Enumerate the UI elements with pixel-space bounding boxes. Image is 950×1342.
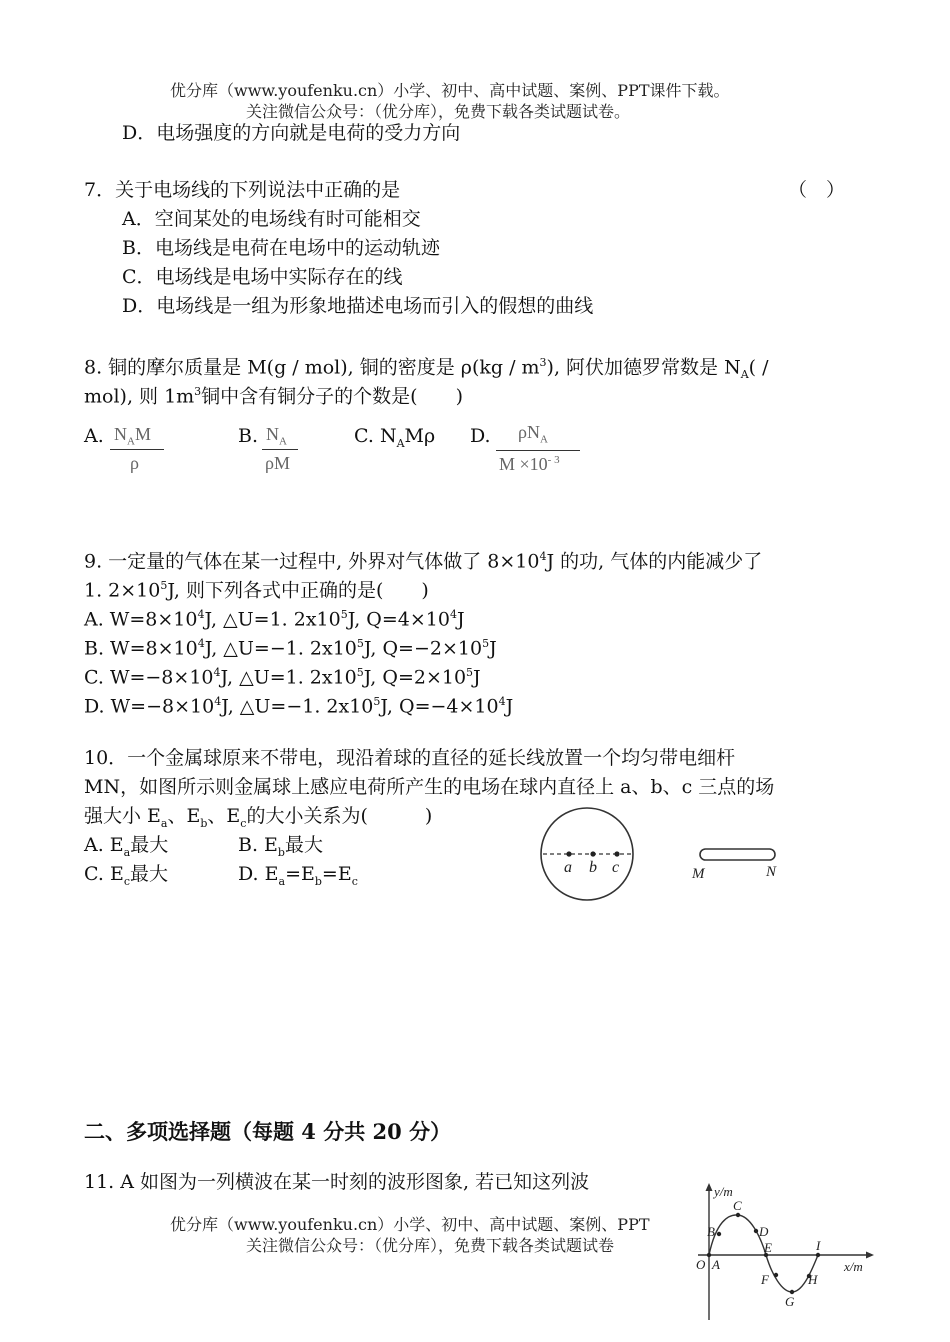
label-f: F (761, 1272, 769, 1287)
y-axis-arrow (706, 1183, 713, 1191)
q8-option-d-fraction: $\rho N_A$ $M \times 10^{- 3}$ (496, 422, 582, 480)
q7-option-a: A．空间某处的电场线有时可能相交 (122, 208, 421, 230)
y-axis-label: y/m (714, 1184, 733, 1199)
rod-end-n-label: N (766, 864, 777, 880)
label-g: G (785, 1294, 795, 1309)
origin-label: O (696, 1257, 706, 1272)
point-c (736, 1213, 740, 1217)
q10-option-a: A. $E_a$最大 (84, 834, 169, 859)
q8-stem-line-2: mol), 则 $1m^3$铜中含有铜分子的个数是( ) (84, 385, 463, 408)
point-a-label: a (564, 859, 572, 876)
point-d (754, 1229, 758, 1233)
q8-option-b-fraction: $N_A$ ρM (262, 424, 300, 476)
label-a: A (712, 1257, 720, 1272)
q8-option-c: C. $N_AM\rho$ (354, 425, 436, 450)
q8-stem-line-1: 8. 铜的摩尔质量是 M(g / mol), 铜的密度是 $\rho(kg / m^3)$, 阿伏加德罗常数是 $N_A$( / (84, 356, 769, 382)
point-a (707, 1253, 711, 1257)
x-axis-label: x/m (844, 1259, 863, 1274)
q9-option-c: C. $W=-8\times 10^4J$, △U=1. $2x10^5J$, $Q=2\times 10^5J$ (84, 666, 481, 689)
label-b: B (707, 1224, 715, 1239)
q9-option-b: B. $W=8\times 10^4J$, △U=−1. $2x10^5J$, $Q=-2\times 10^5J$ (84, 637, 497, 660)
q10-sphere-rod-figure (540, 806, 790, 906)
q10-stem-line-2: MN，如图所示则金属球上感应电荷所产生的电场在球内直径上 a、b、c 三点的场 (84, 776, 775, 798)
header-line-2: 关注微信公众号：（优分库），免费下载各类试题试卷。 (246, 102, 631, 121)
q10-stem-line-1: 10．一个金属球原来不带电，现沿着球的直径的延长线放置一个均匀带电细杆 (84, 747, 736, 769)
q10-stem-line-3: 强大小 $E_a$、$E_b$、$E_c$的大小关系为( ) (84, 805, 433, 830)
q7-answer-bracket: （ ） (788, 179, 846, 201)
q9-stem-line-1: 9. 一定量的气体在某一过程中, 外界对气体做了 $8\times 10^4J$ 的功, 气体的内能减少了 (84, 550, 763, 573)
q6-option-d: D．电场强度的方向就是电荷的受力方向 (122, 122, 461, 144)
point-i (816, 1253, 820, 1257)
q8-option-a-fraction: $N_AM$ ρ (110, 424, 166, 476)
point-a-dot (566, 851, 571, 856)
label-d: D (759, 1224, 769, 1239)
q7-stem: 7．关于电场线的下列说法中正确的是 (84, 179, 401, 201)
q7-option-b: B．电场线是电荷在电场中的运动轨迹 (122, 237, 440, 259)
point-c-dot (614, 851, 619, 856)
q9-option-a: A. $W=8\times 10^4J$, △U=1. $2x10^5J$, $Q=4\times 10^4J$ (84, 608, 465, 631)
point-f (774, 1273, 778, 1277)
q10-option-d: D. $E_a=E_b=E_c$ (238, 863, 358, 888)
q10-option-b: B. $E_b$最大 (238, 834, 323, 859)
q8-option-d-label: D. (470, 425, 491, 447)
q9-stem-line-2: 1. $2\times 10^5J$, 则下列各式中正确的是( ) (84, 579, 429, 602)
q7-option-d: D．电场线是一组为形象地描述电场而引入的假想的曲线 (122, 295, 594, 317)
q11-stem: 11. A 如图为一列横波在某一时刻的波形图象, 若已知这列波 (84, 1171, 590, 1193)
point-c-label: c (612, 859, 620, 876)
q9-option-d: D. $W=-8\times 10^4J$, △U=−1. $2x10^5J$, $Q=-4\times 10^4J$ (84, 695, 514, 718)
q11-wave-graph (690, 1180, 880, 1325)
point-b-label: b (589, 859, 597, 876)
label-i: I (816, 1238, 821, 1253)
q7-option-c: C．电场线是电场中实际存在的线 (122, 266, 403, 288)
header-line-1: 优分库（www.youfenku.cn）小学、初中、高中试题、案例、PPT课件下载。 (170, 81, 730, 100)
x-axis-arrow (866, 1252, 874, 1259)
point-b (717, 1232, 721, 1236)
label-h: H (808, 1272, 818, 1287)
q8-option-b-label: B. (238, 425, 259, 447)
q8-option-a-label: A. (84, 425, 104, 447)
footer-line-1: 优分库（www.youfenku.cn）小学、初中、高中试题、案例、PPT (170, 1215, 650, 1234)
charged-rod-mn (700, 849, 775, 860)
rod-end-m-label: M (692, 866, 705, 882)
section-2-title: 二、多项选择题（每题 4 分共 20 分） (84, 1119, 452, 1144)
label-c: C (733, 1198, 742, 1213)
label-e: E (764, 1240, 772, 1255)
footer-line-2: 关注微信公众号：（优分库），免费下载各类试题试卷 (246, 1236, 615, 1255)
q10-option-c: C. $E_c$最大 (84, 863, 168, 888)
point-b-dot (590, 851, 595, 856)
